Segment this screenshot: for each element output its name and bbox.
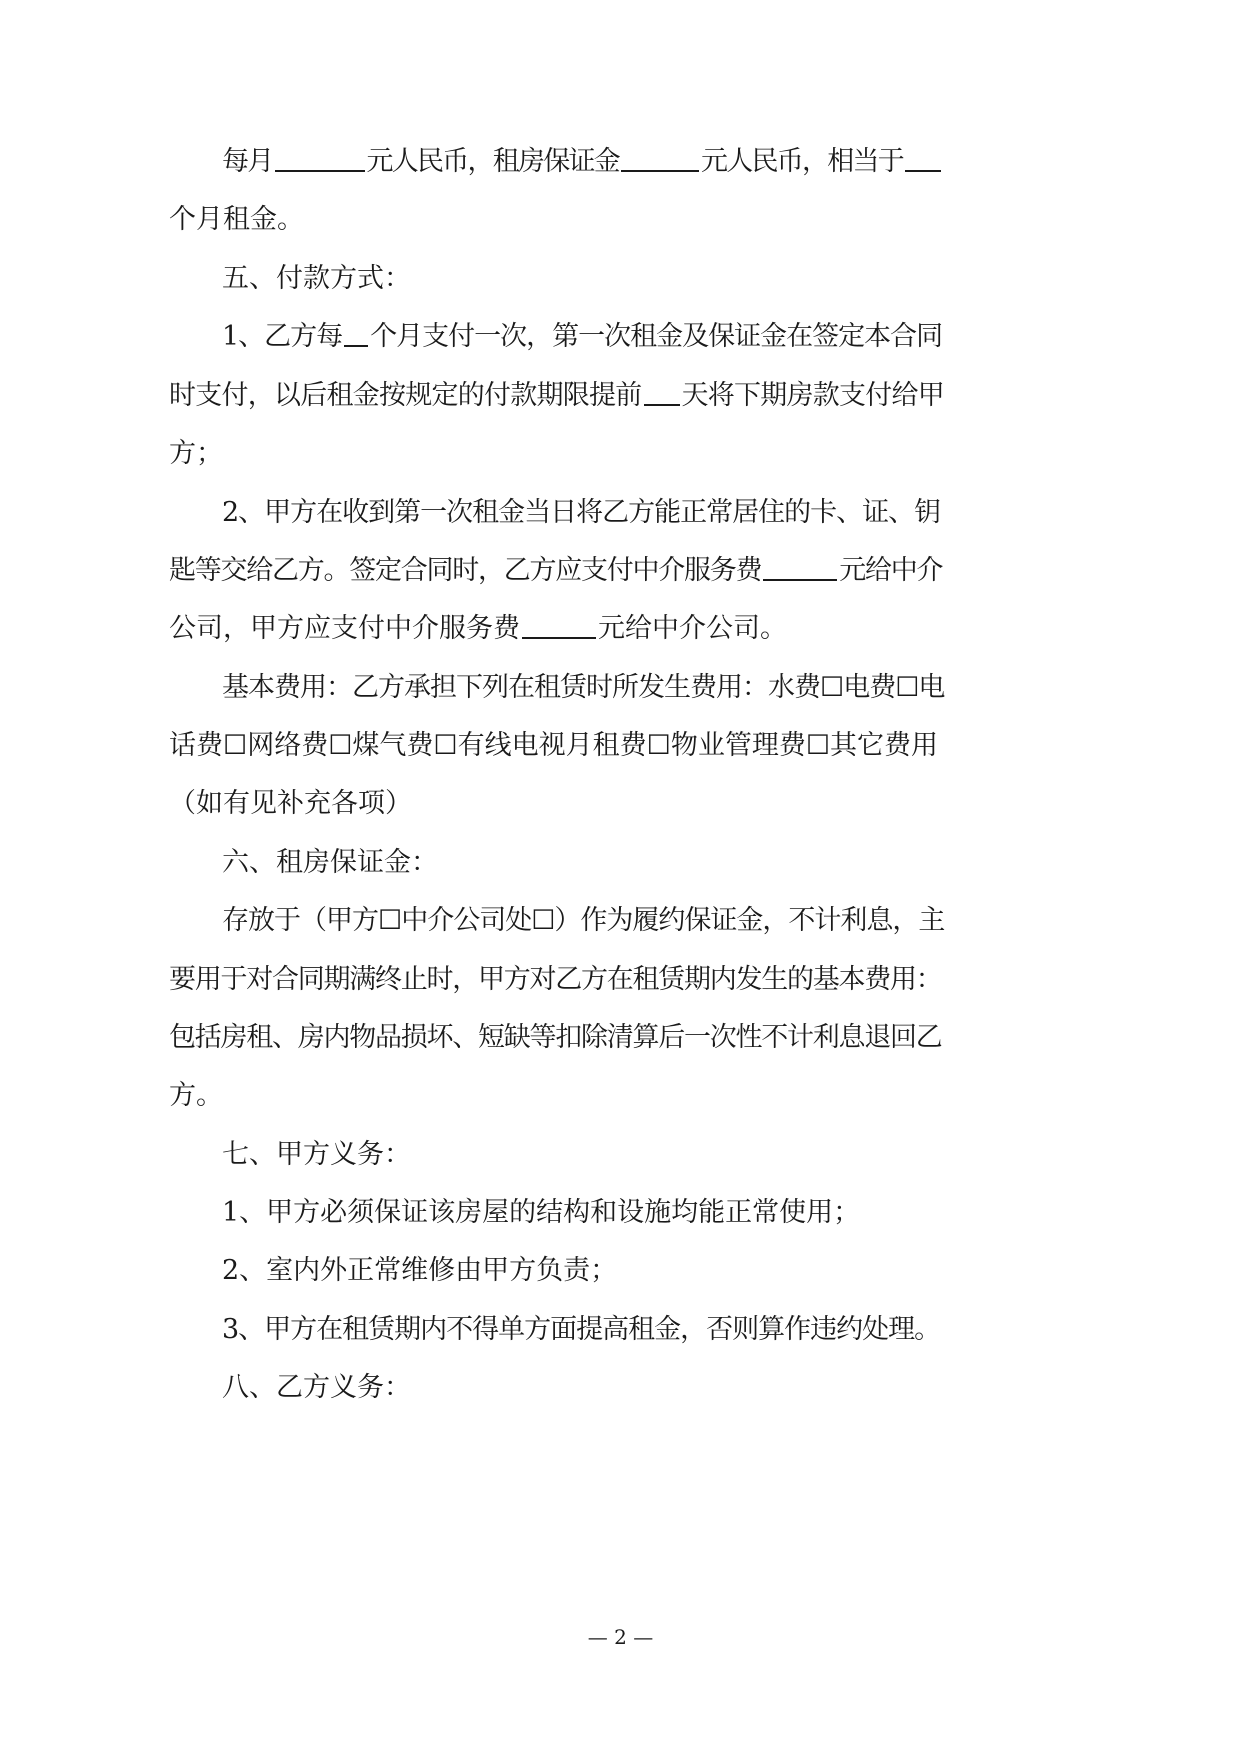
text-segment: 个月租金。 xyxy=(169,204,304,235)
text-segment: 元人民币，租房保证金 xyxy=(366,146,619,177)
text-segment: 元人民币，相当于 xyxy=(701,146,903,177)
text-line xyxy=(0,896,1241,946)
text-line xyxy=(0,429,1241,479)
text-segment: 公司，甲方应支付中介服务费 xyxy=(169,613,520,644)
text-segment: 方； xyxy=(169,438,223,469)
blank-field xyxy=(763,551,837,581)
text-segment: 六、租房保证金： xyxy=(222,847,438,878)
text-line xyxy=(0,488,1241,538)
text-line xyxy=(0,1130,1241,1180)
blank-field xyxy=(344,317,368,347)
text-line xyxy=(0,838,1241,888)
text-segment: 3、甲方在租赁期内不得单方面提高租金，否则算作违约处理。 xyxy=(222,1314,941,1345)
text-segment: 存放于（甲方☐中介公司处☐）作为履约保证金，不计利息，主 xyxy=(222,905,945,936)
text-line xyxy=(0,546,1241,596)
text-segment: 要用于对合同期满终止时，甲方对乙方在租赁期内发生的基本费用： xyxy=(169,964,942,995)
text-segment: 话费☐网络费☐煤气费☐有线电视月租费☐物业管理费☐其它费用 xyxy=(169,730,939,761)
text-line xyxy=(0,1305,1241,1355)
text-segment: 个月支付一次，第一次租金及保证金在签定本合同 xyxy=(370,321,943,352)
text-segment: 包括房租、房内物品损坏、短缺等扣除清算后一次性不计利息退回乙 xyxy=(169,1022,942,1053)
text-segment: 1、甲方必须保证该房屋的结构和设施均能正常使用； xyxy=(222,1197,861,1228)
text-line xyxy=(0,721,1241,771)
text-segment: 元给中介 xyxy=(839,555,943,586)
blank-field xyxy=(905,142,941,172)
page-number: — 2 — xyxy=(587,1625,654,1649)
text-segment: 元给中介公司。 xyxy=(598,613,787,644)
text-line xyxy=(0,137,1241,187)
text-line xyxy=(0,1188,1241,1238)
text-line xyxy=(0,1246,1241,1296)
text-line xyxy=(0,604,1241,654)
text-line xyxy=(0,1071,1241,1121)
blank-field xyxy=(644,376,680,406)
blank-field xyxy=(275,142,365,172)
text-segment: 2、室内外正常维修由甲方负责； xyxy=(222,1255,618,1286)
text-line xyxy=(0,312,1241,362)
text-segment: 每月 xyxy=(222,146,273,177)
text-segment: 五、付款方式： xyxy=(222,263,411,294)
text-line xyxy=(0,663,1241,713)
text-segment: 2、甲方在收到第一次租金当日将乙方能正常居住的卡、证、钥 xyxy=(222,497,941,528)
text-segment: 时支付，以后租金按规定的付款期限提前 xyxy=(169,380,642,411)
text-segment: （如有见补充各项） xyxy=(169,788,412,819)
text-segment: 天将下期房款支付给甲 xyxy=(681,380,944,411)
text-line xyxy=(0,195,1241,245)
blank-field xyxy=(522,609,596,639)
text-line xyxy=(0,955,1241,1005)
text-segment: 八、乙方义务： xyxy=(222,1372,411,1403)
text-line xyxy=(0,254,1241,304)
text-line xyxy=(0,779,1241,829)
text-line xyxy=(0,371,1241,421)
text-segment: 匙等交给乙方。签定合同时，乙方应支付中介服务费 xyxy=(169,555,762,586)
text-line xyxy=(0,1013,1241,1063)
blank-field xyxy=(621,142,699,172)
text-segment: 1、乙方每 xyxy=(222,321,343,352)
text-segment: 方。 xyxy=(169,1080,223,1111)
text-line xyxy=(0,1363,1241,1413)
text-segment: 基本费用：乙方承担下列在租赁时所发生费用：水费☐电费☐电 xyxy=(222,672,945,703)
text-segment: 七、甲方义务： xyxy=(222,1139,411,1170)
